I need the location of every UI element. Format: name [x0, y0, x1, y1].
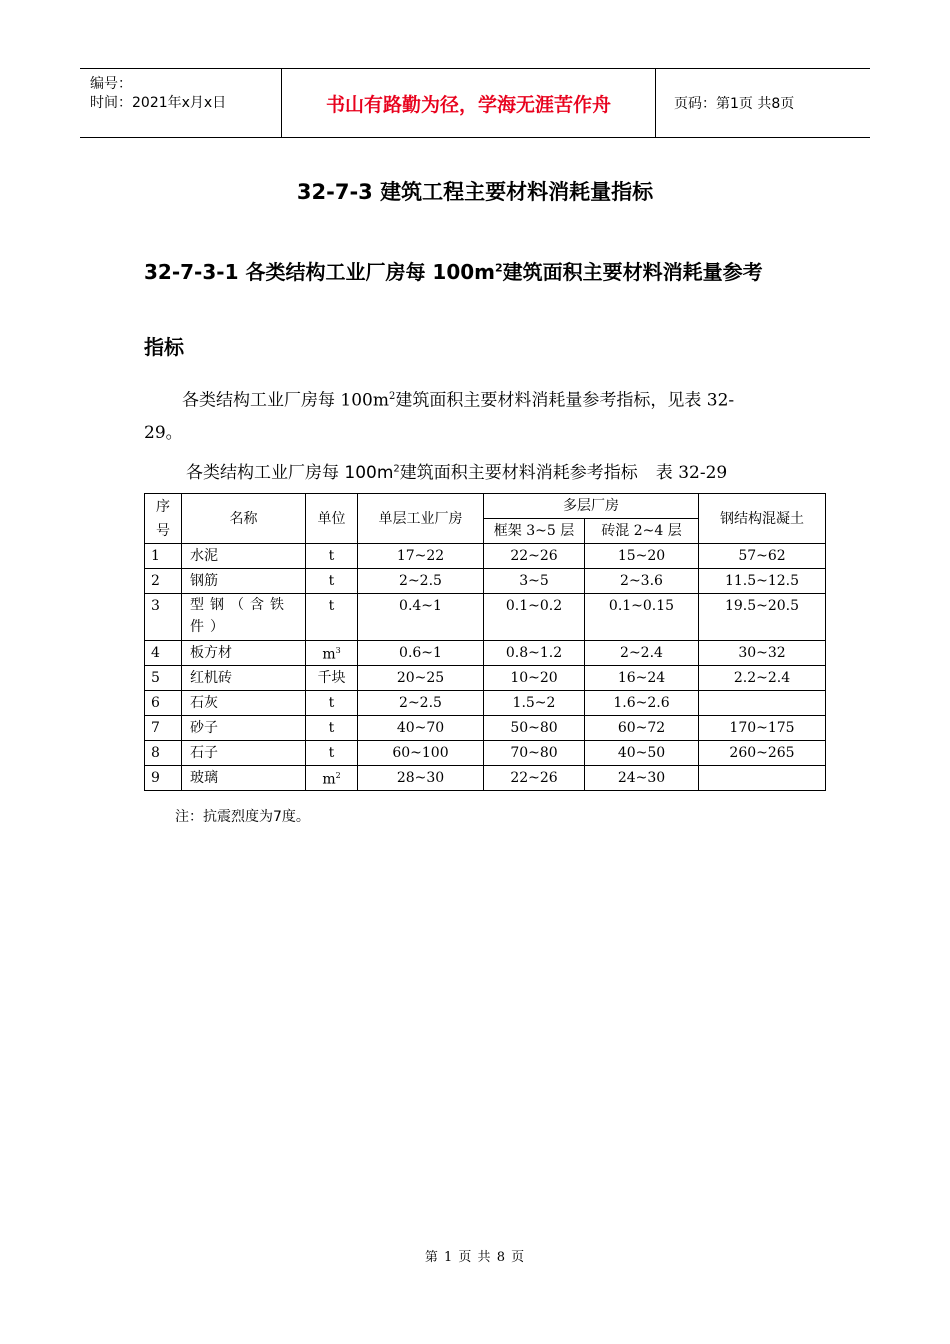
row-unit: t [306, 544, 358, 569]
unit-base: m [322, 646, 336, 663]
row-frame: 0.8~1.2 [484, 641, 585, 666]
row-no: 9 [145, 766, 182, 791]
row-no: 3 [145, 594, 182, 641]
page-info-text: 页码：第1页 共8页 [674, 96, 795, 112]
row-brick: 1.6~2.6 [585, 691, 699, 716]
table-number: 表 32-29 [655, 463, 728, 483]
row-brick: 2~3.6 [585, 569, 699, 594]
header-no-text: 序号 [156, 498, 170, 539]
header-frame: 框架 3~5 层 [484, 519, 585, 544]
row-single: 60~100 [358, 741, 484, 766]
table-row [145, 641, 826, 666]
row-single: 40~70 [358, 716, 484, 741]
header-page-info [664, 69, 870, 137]
row-single: 2~2.5 [358, 569, 484, 594]
row-steel: 11.5~12.5 [699, 569, 826, 594]
row-steel [699, 766, 826, 791]
paragraph-line2: 29。 [144, 422, 183, 443]
section-heading [144, 256, 824, 285]
row-single: 28~30 [358, 766, 484, 791]
row-no: 4 [145, 641, 182, 666]
row-frame: 22~26 [484, 544, 585, 569]
row-steel: 19.5~20.5 [699, 594, 826, 641]
table-header-row [145, 494, 826, 519]
row-no: 1 [145, 544, 182, 569]
table-caption [186, 458, 727, 483]
page-footer: 第 1 页 共 8 页 [424, 1250, 526, 1265]
row-name: 玻璃 [182, 766, 306, 791]
row-frame: 0.1~0.2 [484, 594, 585, 641]
row-no: 6 [145, 691, 182, 716]
row-brick: 24~30 [585, 766, 699, 791]
row-unit: t [306, 741, 358, 766]
row-no: 2 [145, 569, 182, 594]
table-row [145, 766, 826, 791]
row-name: 石子 [182, 741, 306, 766]
row-unit: 千块 [306, 666, 358, 691]
row-frame: 10~20 [484, 666, 585, 691]
row-single: 0.4~1 [358, 594, 484, 641]
row-name: 钢筋 [182, 569, 306, 594]
row-name: 型钢（含铁件） [182, 594, 306, 641]
paragraph-sup: 2 [388, 391, 396, 402]
row-single: 20~25 [358, 666, 484, 691]
row-unit: t [306, 569, 358, 594]
row-brick: 40~50 [585, 741, 699, 766]
caption-post: 建筑面积主要材料消耗参考指标 [399, 463, 638, 483]
header-brick: 砖混 2~4 层 [585, 519, 699, 544]
table-body [145, 544, 826, 791]
page-header [80, 68, 870, 138]
row-single: 0.6~1 [358, 641, 484, 666]
section-heading-post: 建筑面积主要材料消耗量参考 [502, 260, 763, 284]
table-row [145, 544, 826, 569]
section-heading-line2: 指标 [144, 335, 184, 359]
row-steel: 170~175 [699, 716, 826, 741]
header-name: 名称 [182, 494, 306, 544]
table-row [145, 691, 826, 716]
table-note: 注：抗震烈度为7度。 [175, 809, 310, 825]
section-heading-sup: 2 [495, 261, 503, 275]
header-multi: 多层厂房 [484, 494, 699, 519]
row-unit [306, 766, 358, 791]
row-name: 红机砖 [182, 666, 306, 691]
row-unit: t [306, 691, 358, 716]
table-row [145, 569, 826, 594]
row-no: 5 [145, 666, 182, 691]
row-steel: 57~62 [699, 544, 826, 569]
table-row [145, 666, 826, 691]
row-unit: t [306, 594, 358, 641]
unit-sup: 2 [335, 771, 341, 781]
row-single: 2~2.5 [358, 691, 484, 716]
caption-sup: 2 [393, 463, 400, 475]
materials-table [144, 493, 826, 791]
body-paragraph [144, 381, 814, 449]
header-no [145, 494, 182, 544]
paragraph-pre: 各类结构工业厂房每 100m [182, 390, 389, 411]
row-frame: 3~5 [484, 569, 585, 594]
unit-base: m [322, 771, 336, 788]
document-title: 32-7-3 建筑工程主要材料消耗量指标 [296, 180, 654, 204]
table-row [145, 594, 826, 641]
row-steel: 2.2~2.4 [699, 666, 826, 691]
row-no: 8 [145, 741, 182, 766]
row-brick: 15~20 [585, 544, 699, 569]
row-brick: 60~72 [585, 716, 699, 741]
row-name: 石灰 [182, 691, 306, 716]
header-steel: 钢结构混凝土 [699, 494, 826, 544]
time-label: 时间：2021年x月x日 [90, 95, 227, 111]
row-unit: t [306, 716, 358, 741]
header-meta [80, 69, 282, 137]
row-steel: 260~265 [699, 741, 826, 766]
row-frame: 22~26 [484, 766, 585, 791]
paragraph-post: 建筑面积主要材料消耗量参考指标，见表 32- [395, 390, 735, 411]
header-single: 单层工业厂房 [358, 494, 484, 544]
row-name: 砂子 [182, 716, 306, 741]
row-brick: 2~2.4 [585, 641, 699, 666]
caption-pre: 各类结构工业厂房每 100m [186, 463, 394, 483]
header-motto: 书山有路勤为径，学海无涯苦作舟 [282, 69, 656, 137]
unit-sup: 3 [335, 646, 341, 656]
row-frame: 70~80 [484, 741, 585, 766]
table-row [145, 741, 826, 766]
section-heading-pre: 32-7-3-1 各类结构工业厂房每 100m [144, 260, 495, 284]
row-brick: 16~24 [585, 666, 699, 691]
row-frame: 1.5~2 [484, 691, 585, 716]
row-name: 水泥 [182, 544, 306, 569]
row-brick: 0.1~0.15 [585, 594, 699, 641]
row-unit [306, 641, 358, 666]
table-row [145, 716, 826, 741]
header-unit: 单位 [306, 494, 358, 544]
row-frame: 50~80 [484, 716, 585, 741]
row-no: 7 [145, 716, 182, 741]
number-label: 编号： [90, 76, 132, 92]
row-name: 板方材 [182, 641, 306, 666]
row-steel: 30~32 [699, 641, 826, 666]
row-steel [699, 691, 826, 716]
row-single: 17~22 [358, 544, 484, 569]
